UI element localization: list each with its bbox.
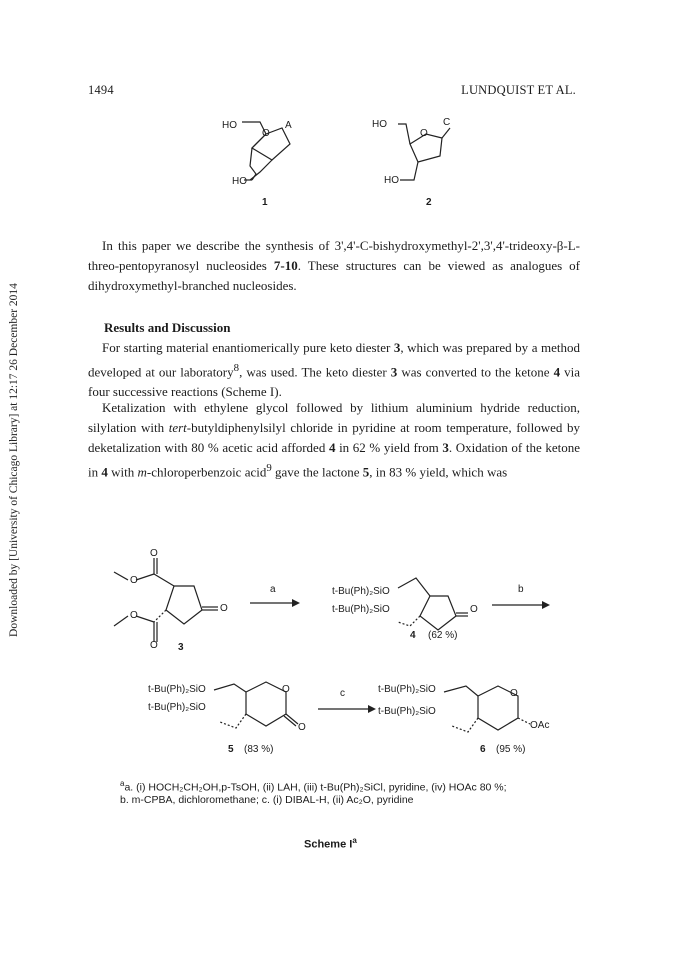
compound-3-ketone-o: O (220, 603, 228, 614)
para2-compound-3: 3 (393, 340, 401, 355)
scheme-footnote-line-2: b. m-CPBA, dichloromethane; c. (i) DIBAL-H, (ii) Ac₂O, pyridine (120, 794, 414, 806)
compound-5-silyl-2: t-Bu(Ph)₂SiO (148, 702, 206, 713)
section-heading: Results and Discussion (104, 320, 231, 335)
arrow-c-label: c (340, 688, 345, 699)
para3-text-l: , in 83 % yield, which was (369, 464, 508, 480)
para3-text-f: . Oxidation of the ketone in (88, 440, 580, 480)
compound-6-silyl-1: t-Bu(Ph)₂SiO (378, 684, 436, 695)
para3-tert: tert (168, 420, 187, 435)
compound-6-silyl-2: t-Bu(Ph)₂SiO (378, 706, 436, 717)
structure-2-base-c: C (443, 117, 451, 128)
page-number: 1494 (88, 83, 114, 97)
scheme-footnote-marker: a (120, 779, 125, 788)
structure-1-base-a: A (285, 120, 292, 131)
para1-text-c: . These structures can be viewed as analogues of dihydroxymethyl-branched nucleosides. (88, 258, 580, 293)
compound-3-o3: O (130, 610, 138, 621)
structure-1-number: 1 (262, 197, 268, 208)
compound-6-oac: OAc (530, 720, 550, 731)
structure-1-ring-o: O (262, 128, 270, 139)
compound-6-ring-o: O (510, 688, 518, 699)
para3-text-b: -butyldiphenylsilyl chloride in pyridine at room temperature, followed by deketalization with 80 % acetic acid afforded (88, 420, 581, 455)
results-paragraph-1 (88, 338, 580, 402)
para2-text-d: , was used. The keto diester (239, 364, 391, 380)
structure-2-ring-o: O (420, 128, 428, 139)
scheme-caption-text: Scheme I (304, 838, 353, 851)
download-side-note: Downloaded by [University of Chicago Library] at 12:17 26 December 2014 (8, 283, 20, 637)
para3-compound-5: 5 (362, 464, 370, 480)
compound-4-silyl-1: t-Bu(Ph)₂SiO (332, 586, 390, 597)
para3-text-i: -chloroperbenzoic acid (146, 464, 267, 480)
scheme-caption-marker: a (352, 836, 357, 845)
para3-m: m (137, 464, 147, 480)
results-paragraph-2 (88, 398, 580, 482)
compound-3-number: 3 (178, 642, 184, 653)
para2-text-f: was converted to the ketone (397, 364, 554, 380)
compound-3-o1: O (150, 548, 158, 559)
intro-paragraph (88, 236, 580, 296)
scheme-caption (304, 836, 357, 851)
para3-text-d: in 62 % yield from (335, 440, 443, 455)
arrow-c (318, 704, 378, 714)
structure-2-ho-top: HO (372, 119, 387, 130)
compound-3-o2: O (130, 575, 138, 586)
para1-text-a: In this paper we describe the synthesis of 3',4'-C-bishydroxymethyl-2',3',4'-trideoxy-β-L-threo-pentopyranosyl nucleosides (88, 238, 580, 273)
reference-9: 9 (266, 462, 272, 474)
para3-compound-4: 4 (328, 440, 336, 455)
structure-2-number: 2 (426, 197, 432, 208)
para2-text-a: For starting material enantiomerically pure keto diester (102, 340, 394, 355)
para2-text-c: , which was prepared by a method developed at our laboratory (88, 340, 580, 380)
para2-compound-3b: 3 (390, 364, 398, 380)
arrow-b-label: b (518, 584, 524, 595)
compound-3-o4: O (150, 640, 158, 651)
compound-3-structure (108, 550, 268, 660)
compound-5-silyl-1: t-Bu(Ph)₂SiO (148, 684, 206, 695)
para3-compound-4b: 4 (101, 464, 108, 480)
compound-5-yield: (83 %) (244, 744, 274, 755)
structure-1-ho-top: HO (222, 120, 237, 131)
structure-1-ho-bottom: HO (232, 176, 247, 187)
compound-5-number: 5 (228, 744, 234, 755)
compound-5-carbonyl-o: O (298, 722, 306, 733)
compound-6-number: 6 (480, 744, 486, 755)
para2-text-h: via four successive reactions (Scheme I). (88, 364, 580, 400)
compound-ref-7-10: 7-10 (273, 258, 298, 273)
arrow-b (492, 600, 552, 610)
para3-text-h: with (107, 464, 138, 480)
reference-8: 8 (233, 362, 240, 374)
para2-compound-4: 4 (553, 364, 561, 380)
para3-text-a: Ketalization with ethylene glycol followed by lithium aluminium hydride reduction, silylation with (88, 400, 580, 435)
para3-compound-3: 3 (442, 440, 449, 455)
arrow-a (250, 598, 300, 608)
running-head: LUNDQUIST ET AL. (461, 83, 576, 97)
compound-6-yield: (95 %) (496, 744, 526, 755)
structure-2-ho-bottom: HO (384, 175, 399, 186)
compound-4-yield: (62 %) (428, 630, 458, 641)
compound-4-number: 4 (410, 630, 416, 641)
compound-4-silyl-2: t-Bu(Ph)₂SiO (332, 604, 390, 615)
scheme-footnote-text-1: a. (i) HOCH₂CH₂OH,p-TsOH, (ii) LAH, (iii) t-Bu(Ph)₂SiCl, pyridine, (iv) HOAc 80 %; (124, 781, 507, 794)
arrow-a-label: a (270, 584, 276, 595)
compound-4-ketone-o: O (470, 604, 478, 615)
compound-5-ring-o: O (282, 684, 290, 695)
para3-text-j: gave the lactone (271, 464, 363, 480)
